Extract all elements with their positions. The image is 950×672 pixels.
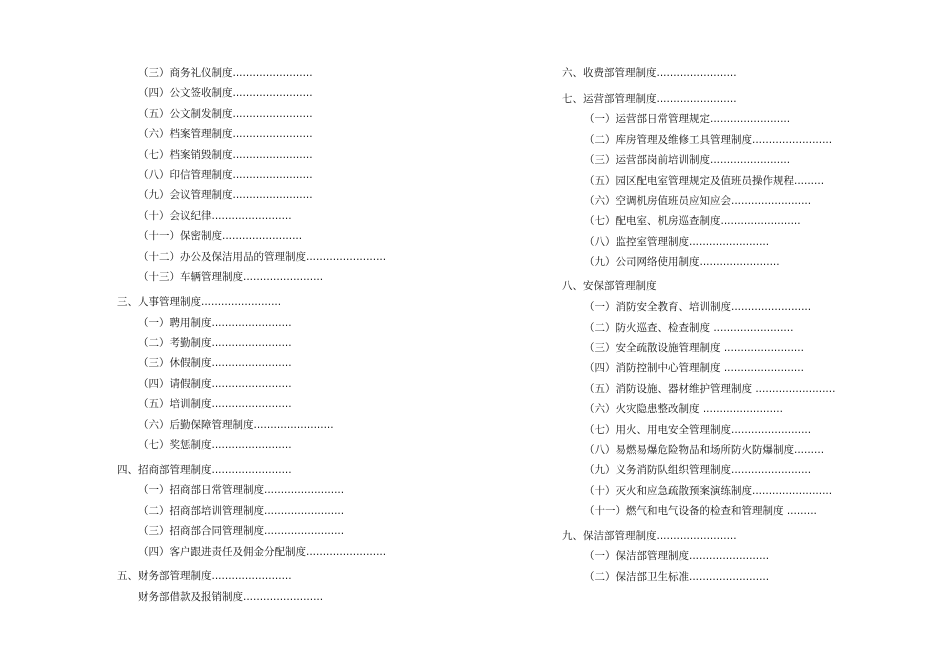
toc-entry-archive-destruction[interactable]: （七）档案销毁制度........................ <box>138 149 313 161</box>
toc-entry-document-receipt[interactable]: （四）公文签收制度........................ <box>138 87 313 99</box>
toc-entry-training[interactable]: （五）培训制度........................ <box>138 398 292 410</box>
toc-entry-monitoring-room[interactable]: （八）监控室管理制度........................ <box>584 236 770 248</box>
toc-entry-document-issuance[interactable]: （五）公文制发制度........................ <box>138 108 313 120</box>
toc-entry-meeting-discipline[interactable]: （十）会议纪律........................ <box>138 210 292 222</box>
toc-section-hr[interactable]: 三、人事管理制度........................ <box>117 296 282 308</box>
toc-section-billing[interactable]: 六、收费部管理制度........................ <box>562 67 737 79</box>
toc-entry-ac-room[interactable]: （六）空调机房值班员应知应会........................ <box>584 195 812 207</box>
toc-entry-volunteer-fire-team[interactable]: （九）义务消防队组织管理制度........................ <box>584 464 812 476</box>
toc-section-finance[interactable]: 五、财务部管理制度........................ <box>117 570 292 582</box>
toc-entry-flammable[interactable]: （八）易燃易爆危险物品和场所防火防爆制度......... <box>584 444 825 456</box>
toc-entry-warehouse-tools[interactable]: （二）库房管理及维修工具管理制度........................ <box>584 134 833 146</box>
toc-entry-cleaning-standards[interactable]: （二）保洁部卫生标准........................ <box>584 571 770 583</box>
toc-entry-investment-contract[interactable]: （三）招商部合同管理制度........................ <box>138 525 345 537</box>
toc-entry-investment-training[interactable]: （二）招商部培训管理制度........................ <box>138 505 345 517</box>
toc-entry-operations-pre-job[interactable]: （三）运营部岗前培训制度........................ <box>584 154 791 166</box>
toc-entry-network-use[interactable]: （九）公司网络使用制度........................ <box>584 256 780 268</box>
toc-entry-operations-daily[interactable]: （一）运营部日常管理规定........................ <box>584 113 791 125</box>
toc-entry-fire-patrol[interactable]: （二）防火巡查、检查制度 ........................ <box>584 322 794 334</box>
toc-entry-client-followup[interactable]: （四）客户跟进责任及佣金分配制度........................ <box>138 546 387 558</box>
toc-entry-vehicle-management[interactable]: （十三）车辆管理制度........................ <box>138 271 324 283</box>
toc-entry-meeting-management[interactable]: （九）会议管理制度........................ <box>138 189 313 201</box>
toc-entry-logistics[interactable]: （六）后勤保障管理制度........................ <box>138 419 334 431</box>
toc-entry-gas-electric[interactable]: （十一）燃气和电气设备的检查和管理制度 ......... <box>584 505 817 517</box>
toc-section-investment[interactable]: 四、招商部管理制度........................ <box>117 464 292 476</box>
toc-entry-archive-management[interactable]: （六）档案管理制度........................ <box>138 128 313 140</box>
toc-entry-confidentiality[interactable]: （十一）保密制度........................ <box>138 230 303 242</box>
toc-entry-evacuation-facilities[interactable]: （三）安全疏散设施管理制度 ........................ <box>584 342 804 354</box>
toc-entry-investment-daily[interactable]: （一）招商部日常管理制度........................ <box>138 484 345 496</box>
toc-entry-finance-reimbursement[interactable]: 财务部借款及报销制度........................ <box>138 591 324 603</box>
toc-entry-cleaning-management[interactable]: （一）保洁部管理制度........................ <box>584 550 770 562</box>
toc-entry-fire-control-center[interactable]: （四）消防控制中心管理制度 ........................ <box>584 362 804 374</box>
toc-entry-commerce-etiquette[interactable]: （三）商务礼仪制度........................ <box>138 67 313 79</box>
toc-entry-hiring[interactable]: （一）聘用制度........................ <box>138 317 292 329</box>
toc-section-security[interactable]: 八、安保部管理制度 <box>562 280 657 292</box>
toc-entry-fire-hazard[interactable]: （六）火灾隐患整改制度 ........................ <box>584 403 783 415</box>
toc-entry-office-supplies[interactable]: （十二）办公及保洁用品的管理制度........................ <box>138 251 387 263</box>
toc-entry-room-inspection[interactable]: （七）配电室、机房巡查制度........................ <box>584 215 801 227</box>
toc-entry-fire-equipment[interactable]: （五）消防设施、器材维护管理制度 ........................ <box>584 383 836 395</box>
toc-entry-fire-electricity[interactable]: （七）用火、用电安全管理制度........................ <box>584 424 812 436</box>
toc-section-cleaning[interactable]: 九、保洁部管理制度........................ <box>562 530 737 542</box>
toc-entry-power-room[interactable]: （五）园区配电室管理规定及值班员操作规程......... <box>584 175 825 187</box>
toc-entry-fire-education[interactable]: （一）消防安全教育、培训制度........................ <box>584 301 812 313</box>
toc-entry-emergency-drill[interactable]: （十）灭火和应急疏散预案演练制度........................ <box>584 485 833 497</box>
toc-entry-rewards-penalties[interactable]: （七）奖惩制度........................ <box>138 439 292 451</box>
toc-entry-attendance[interactable]: （二）考勤制度........................ <box>138 337 292 349</box>
toc-entry-leave[interactable]: （四）请假制度........................ <box>138 378 292 390</box>
toc-entry-seal-management[interactable]: （八）印信管理制度........................ <box>138 169 313 181</box>
toc-entry-vacation[interactable]: （三）休假制度........................ <box>138 357 292 369</box>
toc-section-operations[interactable]: 七、运营部管理制度........................ <box>562 93 737 105</box>
